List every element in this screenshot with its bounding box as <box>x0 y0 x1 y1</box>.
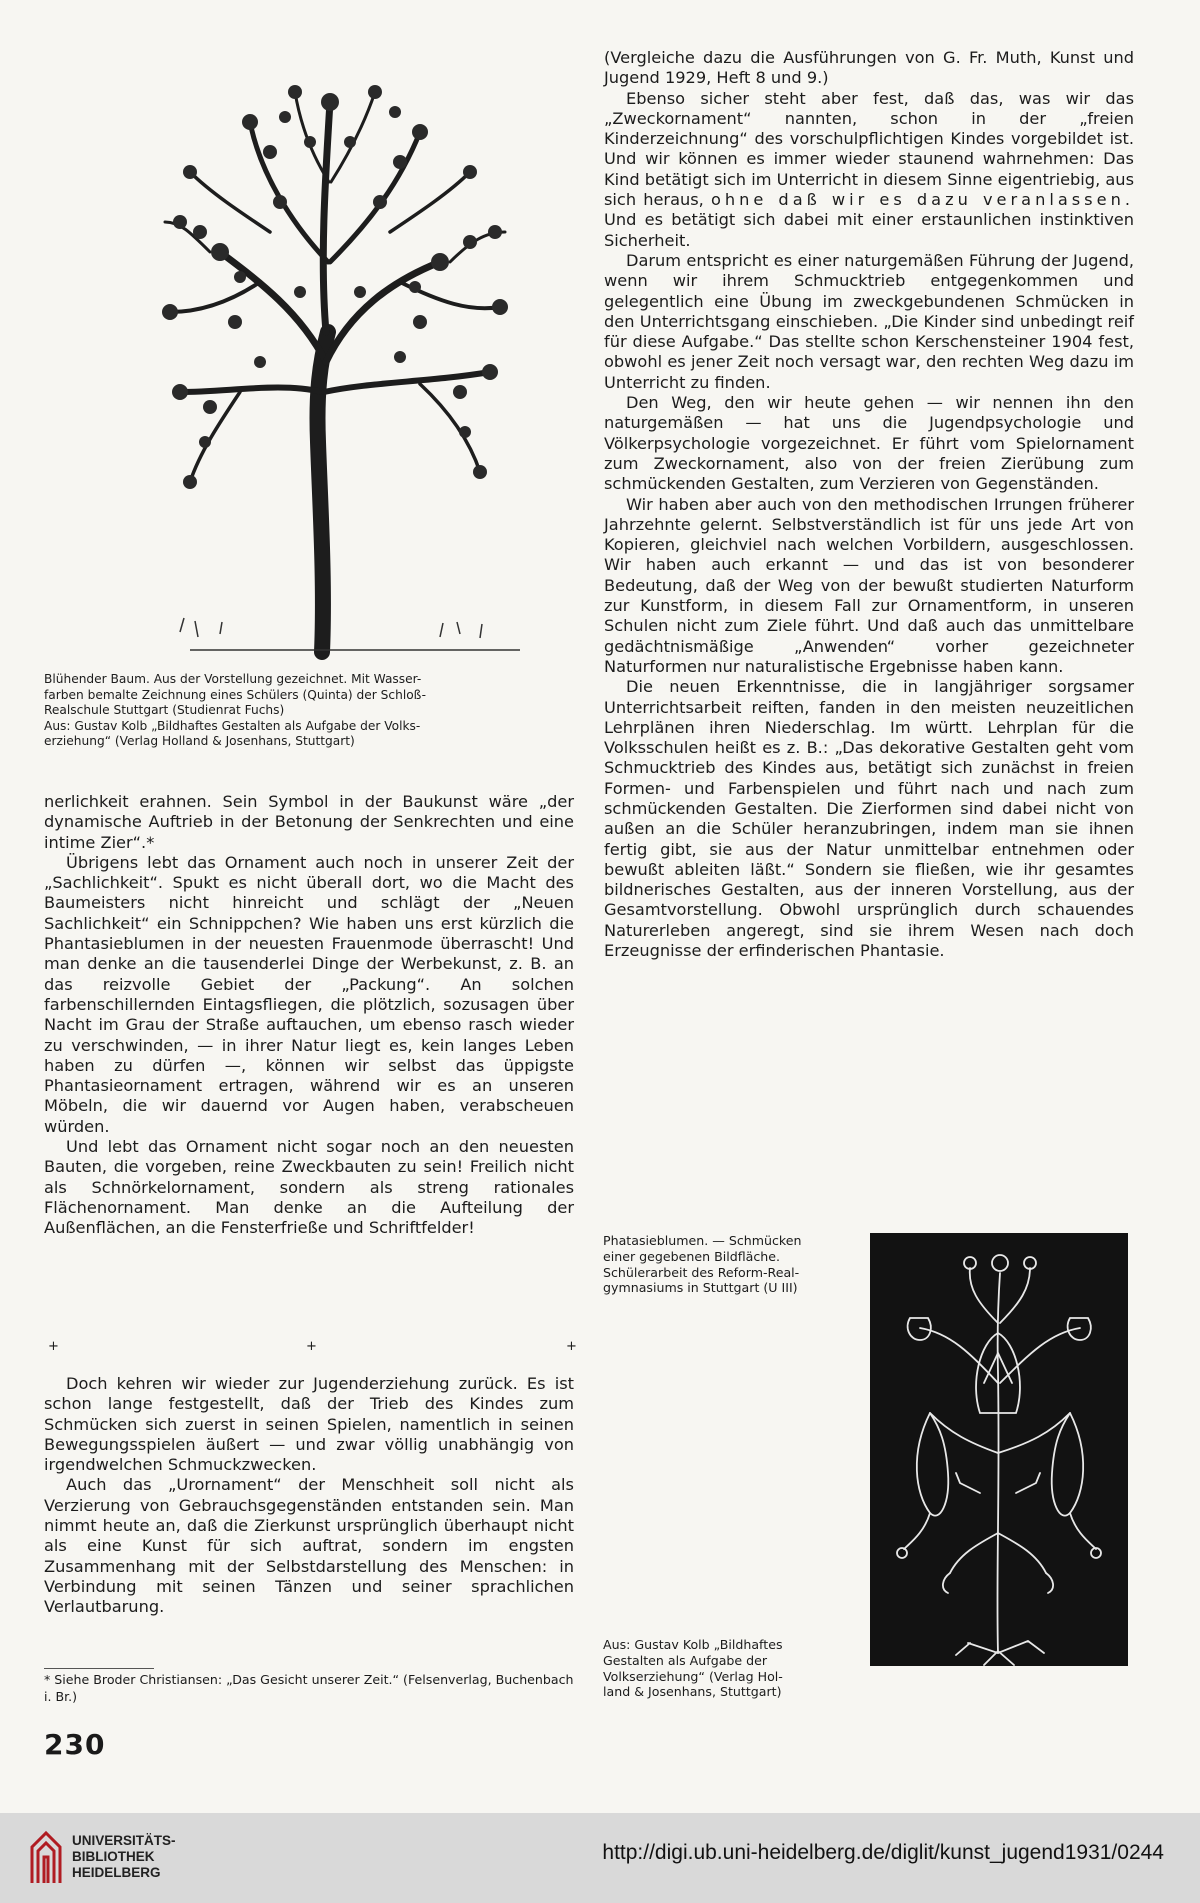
library-name-line: UNIVERSITÄTS- <box>72 1833 176 1848</box>
footnote-rule <box>44 1668 154 1669</box>
right-column-text <box>604 48 1134 961</box>
paragraph: nerlichkeit erahnen. Sein Symbol in der Baukunst wäre „der dynamische Auftrieb in der Betonung der Senkrechten und eine intime Zier“.* <box>44 792 574 852</box>
caption-line: Blühender Baum. Aus der Vorstellung gezeichnet. Mit Wasser- <box>44 672 422 686</box>
paragraph: Darum entspricht es einer naturgemäßen Führung der Jugend, wenn wir ihrem Schmucktrieb entgegenkommen und gelegentlich eine Übung im zweckgebundenen Schmücken in den Unterrichtsgang einschieben. „Die Kinder sind unbedingt reif für diese Aufgabe.“ Das stellte schon Kerschensteiner 1904 fest, obwohl es jener Zeit noch versagt war, den rechten Weg dazu im Unterricht zu finden. <box>604 250 1134 392</box>
paragraph: Und lebt das Ornament nicht sogar noch an den neuesten Bauten, die vorgeben, reine Zweckbauten zu sein! Freilich nicht als Schnörkelornament, sondern als streng rationales Flächenornament. Man denke an die Aufteilung der Außenflächen, an die Fensterfrieße und Schriftfelder! <box>44 1137 574 1238</box>
caption-line: Gestalten als Aufgabe der <box>603 1652 768 1668</box>
paragraph: Übrigens lebt das Ornament auch noch in unserer Zeit der „Sachlichkeit“. Spukt es nicht überall dort, wo die Macht des Baumeisters nicht hinreicht und schlägt der „Neuen Sachlichkeit“ ein Schnippchen? Wie haben uns erst kürzlich die Phantasieblumen in der neuesten Frauenmode überrascht! Und man denke an die tausenderlei Dinge der Werbekunst, z. B. an das reizvolle Gebiet der „Packung“. An solchen farbenschillernden Eintagsfliegen, die plötzlich, sozusagen über Nacht im Grau der Straße auftauchen, um ebenso rasch wieder zu verschwinden, — in ihrer Natur liegt es, kein langes Leben haben zu dürfen —, können wir selbst das üppigste Phantasieornament ertragen, während wir es an unseren Möbeln, die wir dauernd vor Augen haben, verabscheuen würden. <box>44 852 574 1136</box>
left-column-text <box>44 792 574 1239</box>
text-run: Und es betätigt sich dabei mit einer erstaunlichen instinktiven Sicherheit. <box>604 210 1134 250</box>
fantasy-flower-illustration <box>870 1233 1128 1666</box>
caption-line: einer gegebenen Bildfläche. <box>603 1248 781 1264</box>
caption-line: erziehung“ (Verlag Holland & Josenhans, Stuttgart) <box>44 734 355 749</box>
emphasized-text: ohne daß wir es dazu veranlassen. <box>710 190 1134 210</box>
caption-line: farben bemalte Zeichnung eines Schülers (Quinta) der Schloß- <box>44 687 426 702</box>
separator-mark: + <box>566 1339 577 1354</box>
text-run: Ebenso sicher steht aber fest, daß das, was wir das „Zweckornament“ nannten, schon in der „freien Kinderzeichnung“ des vorschulpflichtigen Kindes vorgebildet ist. Und wir können es immer wieder staunend wahrnehmen: Das Kind betätigt sich im Unterricht in diesem Sinne eigentriebig, aus sich heraus, <box>604 88 1134 210</box>
caption-line: Aus: Gustav Kolb „Bildhaftes <box>603 1637 783 1652</box>
paragraph: Doch kehren wir wieder zur Jugenderziehung zurück. Es ist schon lange festgestellt, daß der Trieb des Kindes zum Schmücken sich zuerst in seinen Spielen, namentlich in seinen Bewegungsspielen äußert — und zwar völlig unabhängig von irgendwelchen Schmuckzwecken. <box>44 1374 574 1475</box>
separator-mark: + <box>306 1339 317 1354</box>
page-number: 230 <box>44 1728 106 1761</box>
caption-line: land & Josenhans, Stuttgart) <box>603 1684 782 1700</box>
footnote: * Siehe Broder Christiansen: „Das Gesicht unserer Zeit.“ (Felsenverlag, Buchenbach i. Br.) <box>44 1672 574 1704</box>
library-footer-bar <box>0 1813 1200 1903</box>
left-column-text-lower <box>44 1374 574 1618</box>
paragraph: Die neuen Erkenntnisse, die in langjähriger sorgsamer Unterrichtsarbeit reiften, fanden in den meisten neuzeitlichen Lehrplänen ihren Niederschlag. Im württ. Lehrplan für die Volksschulen heißt es z. B.: „Das dekorative Gestalten geht vom Schmucktrieb des Kindes aus, betätigt sich zunächst in freien Formen- und Farbenspielen und führt nach und nach zum schmückenden Gestalten. Die Zierformen sind dabei nicht von außen an die Schüler heranzubringen, indem man sie ihnen fertig gibt, sie aus der Natur unmittelbar entnehmen oder bewußt ableiten läßt.“ Sondern sie fließen, wie ihr gesamtes bildnerisches Gestalten, aus der inneren Vorstellung, aus der Gesamtvorstellung. Obwohl ursprünglich durch schauendes Naturerleben angeregt, sind sie ihrem Wesen nach doch Erzeugnisse der erfinderischen Phantasie. <box>604 677 1134 961</box>
library-name-line: HEIDELBERG <box>72 1865 161 1880</box>
separator-mark: + <box>48 1339 59 1354</box>
flower-caption-top <box>603 1233 875 1296</box>
caption-line: gymnasiums in Stuttgart (U III) <box>603 1280 798 1296</box>
paragraph <box>604 89 1134 251</box>
caption-line: Volkserziehung“ (Verlag Hol- <box>603 1668 783 1684</box>
tree-caption <box>44 672 514 750</box>
university-library-logo-icon <box>28 1827 64 1887</box>
paragraph: Den Weg, den wir heute gehen — wir nennen ihn den naturgemäßen — hat uns die Jugendpsychologie und Völkerpsychologie vorgezeichnet. Er führt vom Spielornament zum Zweckornament, also von der freien Zierübung zum schmückenden Gestalten, zum Verzieren von Gegenständen. <box>604 393 1134 494</box>
paragraph: (Vergleiche dazu die Ausführungen von G. Fr. Muth, Kunst und Jugend 1929, Heft 8 und 9.) <box>604 48 1134 88</box>
paragraph: Auch das „Urornament“ der Menschheit soll nicht als Verzierung von Gebrauchsgegenständen entstanden sein. Man nimmt heute an, daß die Zierkunst ursprünglich überhaupt nicht als eine Kunst für sich auftrat, sondern im engsten Zusammenhang mit der Selbstdarstellung des Menschen: in Verbindung mit seinen Tänzen und seiner sprachlichen Verlautbarung. <box>44 1475 574 1617</box>
source-url-link[interactable]: http://digi.ub.uni-heidelberg.de/diglit/kunst_jugend1931/0244 <box>602 1841 1164 1864</box>
caption-line: Phatasieblumen. — Schmücken <box>603 1233 802 1248</box>
caption-line: Realschule Stuttgart (Studienrat Fuchs) <box>44 703 285 718</box>
caption-line: Aus: Gustav Kolb „Bildhaftes Gestalten als Aufgabe der Volks- <box>44 718 421 733</box>
flower-caption-bottom <box>603 1637 875 1700</box>
paragraph: Wir haben aber auch von den methodischen Irrungen früherer Jahrzehnte gelernt. Selbstverständlich ist für uns jede Art von Kopieren, gleichviel nach welchen Vorbildern, ausgeschlossen. Wir haben auch erkannt — und das ist von besonderer Bedeutung, daß der Weg von der bewußt studierten Naturform zur Kunstform, in diesem Fall zur Ornamentform, in unseren Schulen nicht zum Ziele führt. Und daß auch das unmittelbare gedächtnismäßige „Anwenden“ vorher gezeichneter Naturformen nur naturalistische Ergebnisse haben kann. <box>604 494 1134 676</box>
blossoming-tree-illustration <box>150 62 520 662</box>
caption-line: Schülerarbeit des Reform-Real- <box>603 1264 800 1280</box>
section-separator <box>44 1339 577 1361</box>
library-name <box>72 1833 176 1881</box>
library-name-line: BIBLIOTHEK <box>72 1849 155 1864</box>
